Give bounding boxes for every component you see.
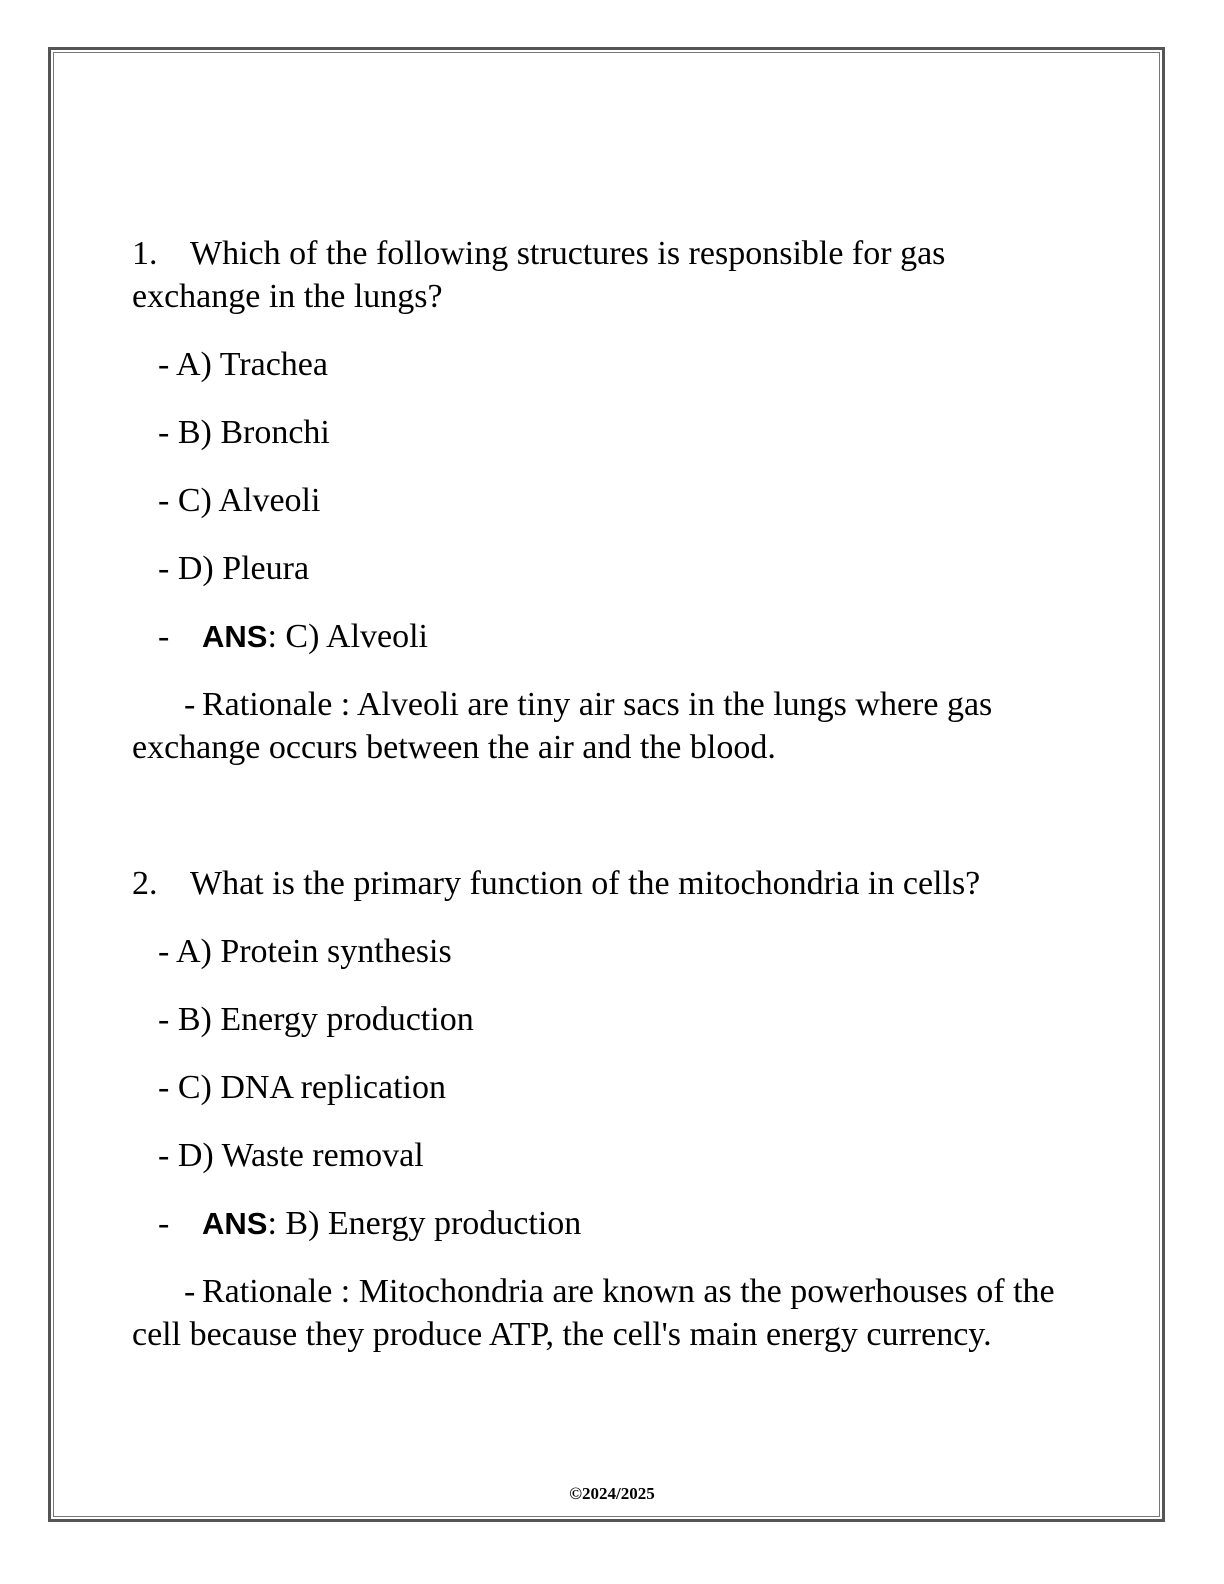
answer-dash: - bbox=[158, 1205, 170, 1242]
rationale-dash: - bbox=[184, 1273, 196, 1310]
question-text: What is the primary function of the mitochondria in cells? bbox=[190, 865, 981, 902]
answer-label: ANS bbox=[202, 1206, 268, 1241]
answer-text: : B) Energy production bbox=[267, 1205, 582, 1242]
option-a: - A) Protein synthesis bbox=[158, 933, 452, 970]
option-a: - A) Trachea bbox=[158, 346, 328, 383]
question-text: Which of the following structures is responsible for gas exchange in the lungs? bbox=[132, 235, 946, 315]
rationale-dash: - bbox=[184, 686, 196, 723]
option-d: - D) Pleura bbox=[158, 550, 310, 587]
rationale bbox=[132, 683, 1072, 769]
question-stem bbox=[132, 862, 1072, 905]
answer-dash: - bbox=[158, 618, 170, 655]
copyright-footer: ©2024/2025 bbox=[569, 1484, 655, 1503]
rationale-label: Rationale bbox=[202, 1273, 333, 1310]
rationale-label: Rationale bbox=[202, 686, 333, 723]
question-number: 2. bbox=[132, 865, 158, 902]
option-c: - C) DNA replication bbox=[158, 1069, 446, 1106]
question-list bbox=[132, 232, 1072, 1356]
rationale-text: : Mitochondria are known as the powerhouses of the cell because they produce ATP, the cell's main energy currency. bbox=[132, 1273, 1055, 1353]
answer-text: : C) Alveoli bbox=[267, 618, 429, 655]
answer-line bbox=[158, 1202, 1072, 1245]
answer-line bbox=[158, 615, 1072, 658]
question-stem bbox=[132, 232, 1072, 318]
question-number: 1. bbox=[132, 235, 158, 272]
answer-label: ANS bbox=[202, 619, 268, 654]
option-b: - B) Energy production bbox=[158, 1001, 474, 1038]
question-block-2 bbox=[132, 862, 1072, 1356]
option-d: - D) Waste removal bbox=[158, 1137, 424, 1174]
option-b: - B) Bronchi bbox=[158, 414, 330, 451]
option-c: - C) Alveoli bbox=[158, 482, 321, 519]
question-block-1 bbox=[132, 232, 1072, 769]
rationale-text: : Alveoli are tiny air sacs in the lungs where gas exchange occurs between the air and the blood. bbox=[132, 686, 993, 766]
rationale bbox=[132, 1270, 1072, 1356]
